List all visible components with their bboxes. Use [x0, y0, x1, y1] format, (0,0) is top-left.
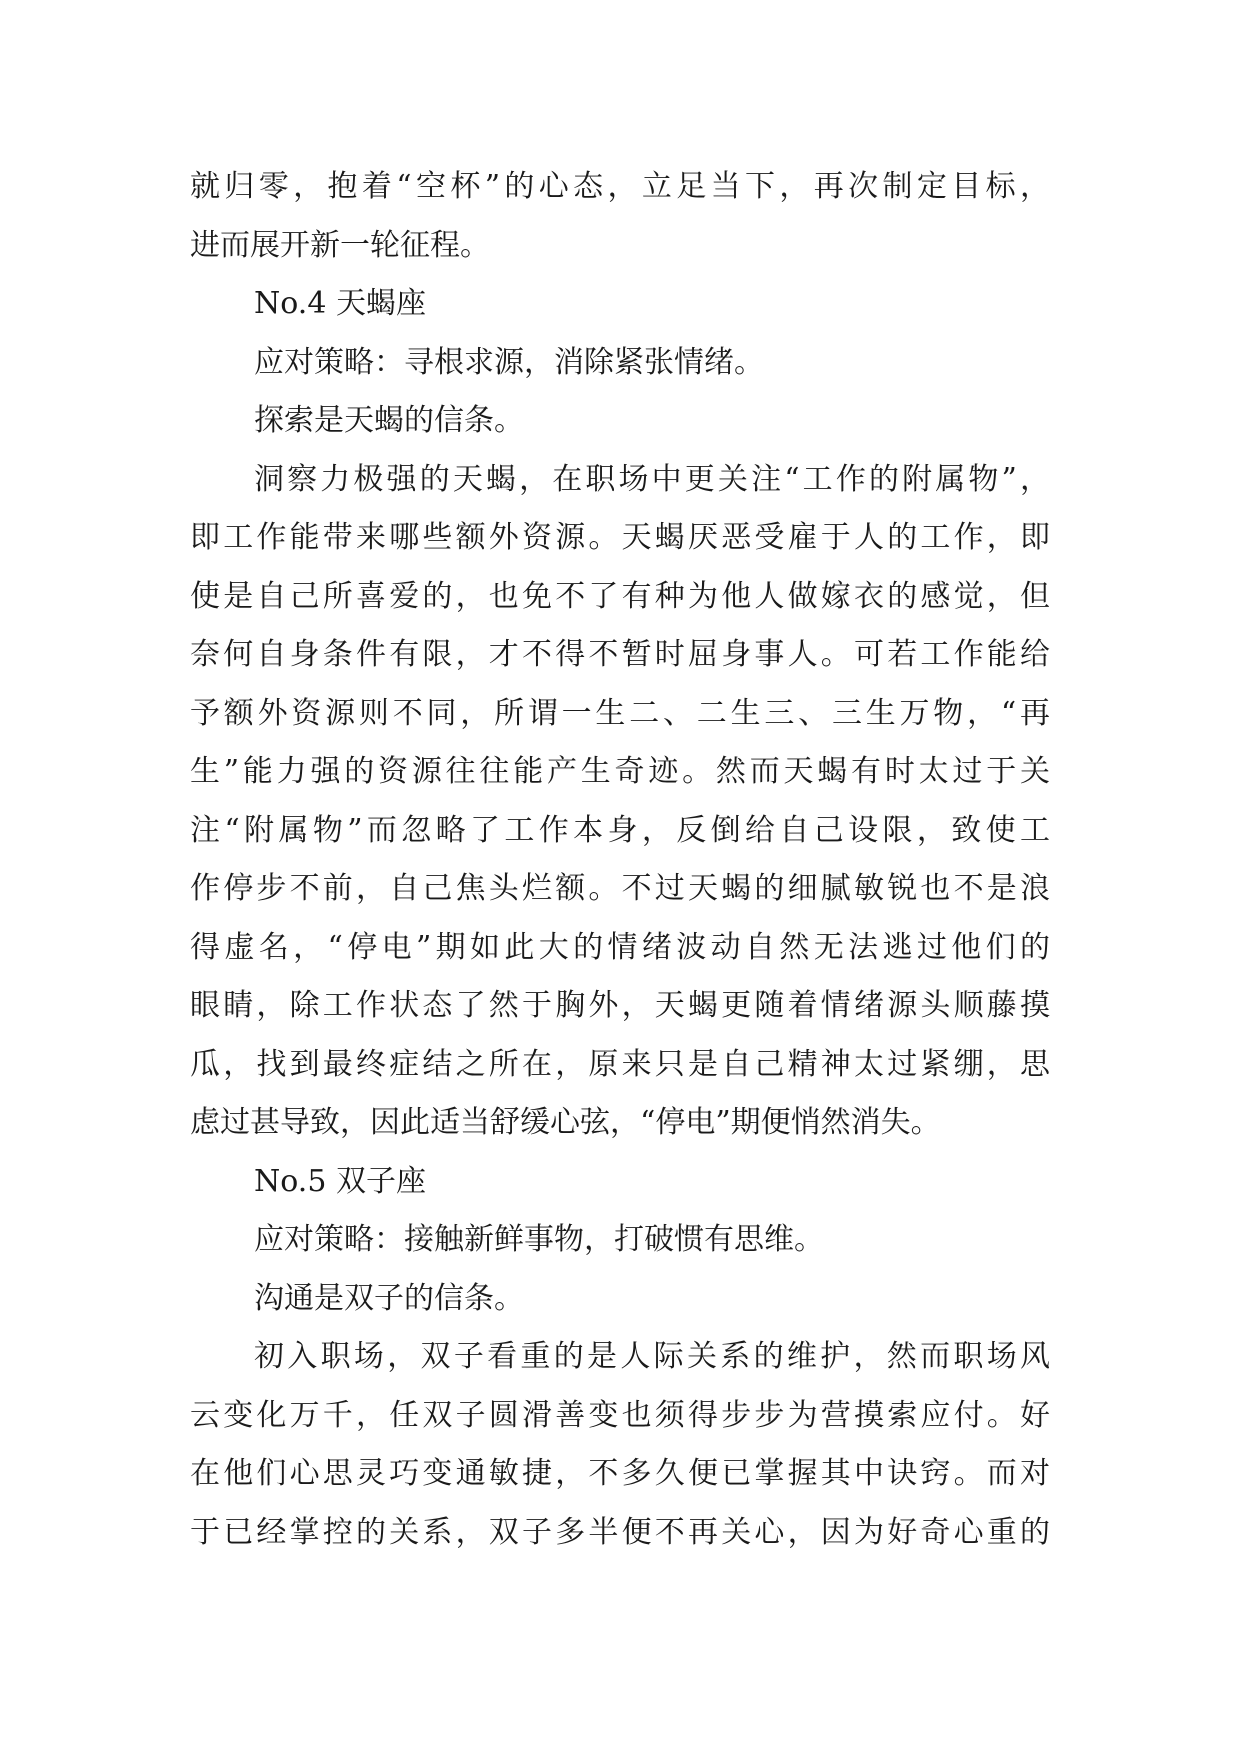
text-line: 瓜，找到最终症结之所在，原来只是自己精神太过紧绷，思	[190, 1046, 1050, 1082]
text-line: 于已经掌控的关系，双子多半便不再关心，因为好奇心重的	[190, 1514, 1050, 1550]
strategy-line: 应对策略：接触新鲜事物，打破惯有思维。	[254, 1222, 824, 1257]
text-line: 得虚名，“停电”期如此大的情绪波动自然无法逃过他们的	[190, 929, 1050, 965]
motto-line: 探索是天蝎的信条。	[254, 403, 524, 438]
text-line: 就归零，抱着“空杯”的心态，立足当下，再次制定目标，	[190, 169, 1050, 204]
text-line: 注“附属物”而忽略了工作本身，反倒给自己设限，致使工	[190, 812, 1050, 848]
section-heading: No.4 天蝎座	[254, 286, 426, 321]
text-line: 在他们心思灵巧变通敏捷，不多久便已掌握其中诀窍。而对	[190, 1456, 1050, 1491]
text-line: 眼睛，除工作状态了然于胸外，天蝎更随着情绪源头顺藤摸	[190, 988, 1050, 1023]
text-line: 生”能力强的资源往往能产生奇迹。然而天蝎有时太过于关	[190, 754, 1050, 789]
text-line: 使是自己所喜爱的，也免不了有种为他人做嫁衣的感觉，但	[190, 578, 1050, 614]
text-line: 进而展开新一轮征程。	[190, 227, 490, 263]
text-line: 予额外资源则不同，所谓一生二、二生三、三生万物，“再	[190, 695, 1050, 731]
text-line: 洞察力极强的天蝎，在职场中更关注“工作的附属物”，	[254, 461, 1050, 497]
text-line: 即工作能带来哪些额外资源。天蝎厌恶受雇于人的工作，即	[190, 520, 1050, 555]
text-line: 虑过甚导致，因此适当舒缓心弦，“停电”期便悄然消失。	[190, 1105, 941, 1140]
text-line: 云变化万千，任双子圆滑善变也须得步步为营摸索应付。好	[190, 1397, 1050, 1433]
text-line: 作停步不前，自己焦头烂额。不过天蝎的细腻敏锐也不是浪	[190, 871, 1050, 906]
motto-line: 沟通是双子的信条。	[254, 1280, 524, 1316]
strategy-line: 应对策略：寻根求源，消除紧张情绪。	[254, 344, 764, 380]
text-line: 初入职场，双子看重的是人际关系的维护，然而职场风	[254, 1339, 1050, 1374]
text-line: 奈何自身条件有限，才不得不暂时屈身事人。可若工作能给	[190, 637, 1050, 672]
section-heading: No.5 双子座	[254, 1163, 426, 1199]
body-text	[190, 158, 1050, 1562]
